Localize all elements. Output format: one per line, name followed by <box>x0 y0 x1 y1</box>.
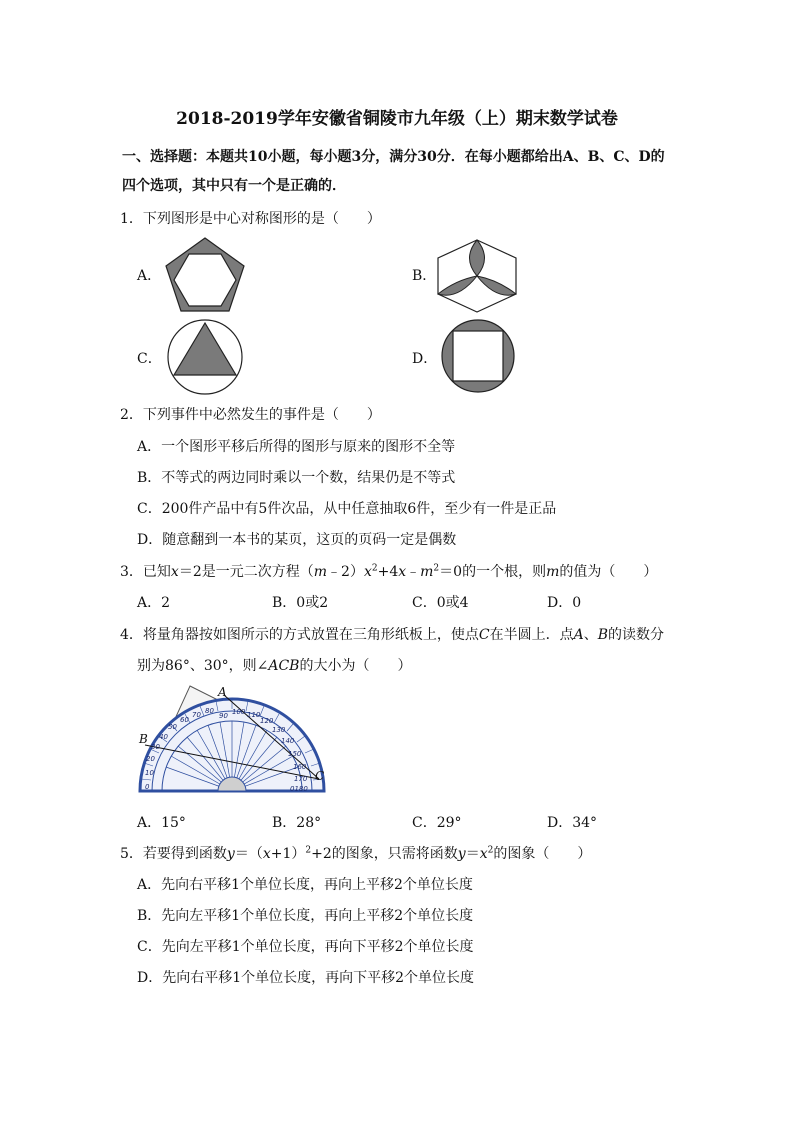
figure-label-c: C <box>315 769 325 783</box>
svg-text:110: 110 <box>247 711 261 719</box>
q4-option-b: B．28° <box>272 815 322 831</box>
svg-text:0180: 0180 <box>290 785 308 793</box>
q5-option-c: C．先向左平移1个单位长度，再向下平移2个单位长度 <box>137 939 474 955</box>
q4-option-d: D．34° <box>547 815 598 831</box>
svg-text:50: 50 <box>168 723 177 731</box>
page-title: 2018-2019学年安徽省铜陵市九年级（上）期末数学试卷 <box>176 109 618 129</box>
svg-text:80: 80 <box>205 707 214 715</box>
question-1-stem: 1．下列图形是中心对称图形的是（ ） <box>120 211 381 227</box>
q1-option-d-label: D． <box>412 351 438 367</box>
svg-text:90: 90 <box>219 712 228 720</box>
svg-text:130: 130 <box>272 726 286 734</box>
svg-text:30: 30 <box>151 743 160 751</box>
q2-option-d: D．随意翻到一本书的某页，这页的页码一定是偶数 <box>137 532 457 548</box>
q1-option-c-label: C． <box>137 351 162 367</box>
svg-text:120: 120 <box>260 717 274 725</box>
svg-text:70: 70 <box>192 711 201 719</box>
q1-option-a-label: A． <box>137 268 162 284</box>
q3-option-b: B．0或2 <box>272 595 329 611</box>
q5-option-b: B．先向左平移1个单位长度，再向上平移2个单位长度 <box>137 908 474 924</box>
figure-label-b: B <box>139 732 148 746</box>
section-heading-line2: 四个选项，其中只有一个是正确的． <box>122 178 346 194</box>
q4-option-c: C．29° <box>412 815 462 831</box>
figure-label-a: A <box>218 685 227 699</box>
q1-option-b-figure <box>434 238 520 314</box>
q4-protractor-figure <box>132 683 332 798</box>
svg-text:100: 100 <box>232 708 246 716</box>
q2-option-a: A．一个图形平移后所得的图形与原来的图形不全等 <box>137 439 456 455</box>
q1-option-b-label: B． <box>412 268 437 284</box>
svg-text:20: 20 <box>146 755 155 763</box>
q1-option-a-figure <box>162 236 248 314</box>
q3-option-a: A．2 <box>137 595 171 611</box>
svg-text:150: 150 <box>288 750 302 758</box>
q5-option-d: D．先向右平移1个单位长度，再向下平移2个单位长度 <box>137 970 475 986</box>
q1-option-d-figure <box>440 318 516 394</box>
question-4-stem-line1: 4．将量角器按如图所示的方式放置在三角形纸板上，使点C在半圆上．点A、B的读数分 <box>120 627 665 643</box>
q2-option-b: B．不等式的两边同时乘以一个数，结果仍是不等式 <box>137 470 456 486</box>
q4-option-a: A．15° <box>137 815 186 831</box>
q3-option-c: C．0或4 <box>412 595 469 611</box>
q3-option-d: D．0 <box>547 595 582 611</box>
svg-text:140: 140 <box>281 737 295 745</box>
q1-option-c-figure <box>166 318 244 396</box>
svg-text:160: 160 <box>293 763 307 771</box>
question-2-stem: 2．下列事件中必然发生的事件是（ ） <box>120 407 381 423</box>
svg-text:60: 60 <box>180 716 189 724</box>
svg-text:170: 170 <box>294 775 308 783</box>
svg-text:0: 0 <box>145 783 150 791</box>
q2-option-c: C．200件产品中有5件次品，从中任意抽取6件，至少有一件是正品 <box>137 501 557 517</box>
question-4-stem-line2: 别为86°、30°，则∠ACB的大小为（ ） <box>137 658 412 674</box>
svg-text:40: 40 <box>159 733 168 741</box>
section-heading-line1: 一、选择题：本题共10小题，每小题3分，满分30分．在每小题都给出A、B、C、D的 <box>122 149 665 165</box>
q5-option-a: A．先向右平移1个单位长度，再向上平移2个单位长度 <box>137 877 473 893</box>
question-5-stem: 5．若要得到函数$y=(x+1)^2+2$的图象，只需将函数$y=x^2$的图象（ ） <box>120 845 592 862</box>
question-3-stem: 3．已知x＝2是一元二次方程$(m﹣2)x^2+4x﹣m^2=0$的一个根，则m的值为（ ） <box>120 563 658 580</box>
svg-text:10: 10 <box>145 769 154 777</box>
